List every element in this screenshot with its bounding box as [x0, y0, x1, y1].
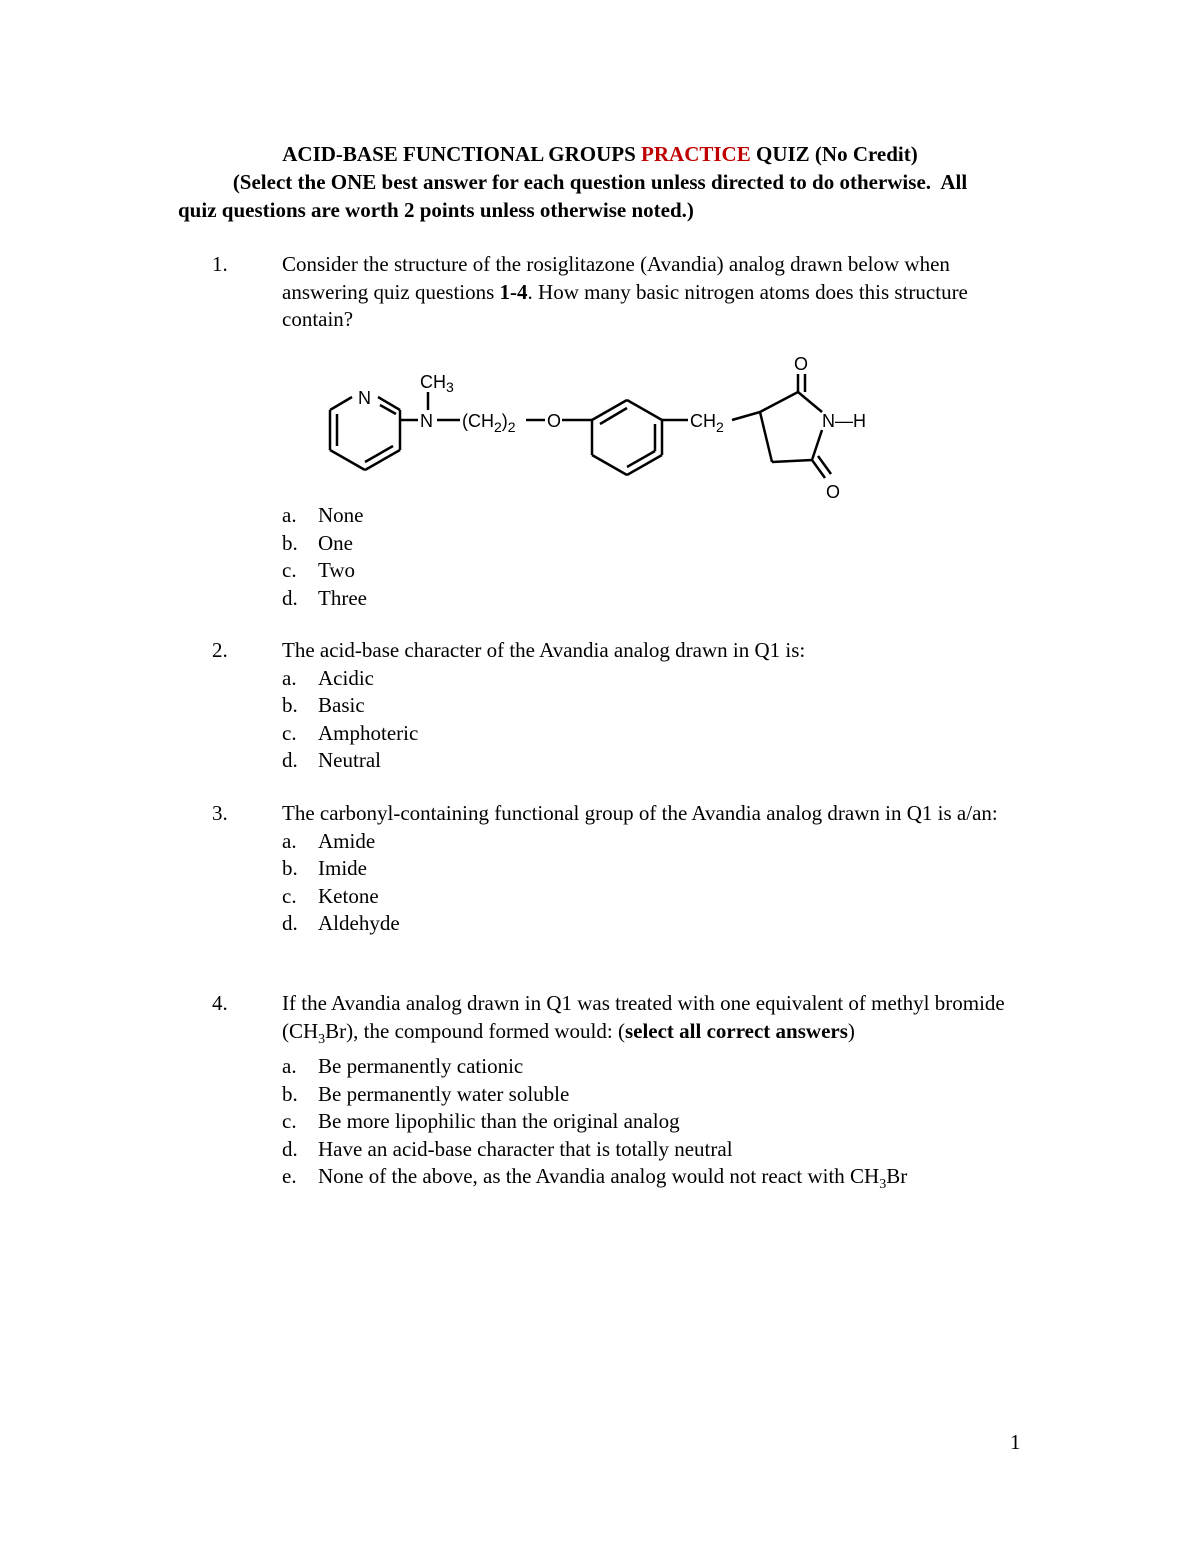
question-text-bold: select all correct answers [624, 1018, 848, 1043]
option-letter: c. [282, 558, 297, 582]
option-d[interactable] [282, 1136, 1042, 1164]
option-d[interactable] [282, 910, 1042, 938]
option-text: Be more lipophilic than the original analog [318, 1109, 680, 1134]
option-b[interactable] [282, 855, 1042, 883]
option-c[interactable] [282, 883, 1042, 911]
option-text: Two [318, 558, 356, 582]
option-text: None [318, 503, 364, 527]
carbonyl-oxygen-top-label: O [794, 354, 809, 374]
option-letter: c. [282, 883, 297, 908]
quiz-instructions-line2: quiz questions are worth 2 points unless otherwise noted.) [178, 198, 694, 222]
option-d[interactable] [282, 585, 1042, 613]
page-number: 1 [1010, 1430, 1021, 1454]
title-highlight: PRACTICE [641, 142, 751, 166]
option-letter: a. [282, 503, 297, 527]
option-text: Aldehyde [318, 911, 400, 935]
option-text-part: None of the above, as the Avandia analog would not react with CH [318, 1164, 880, 1189]
question-2 [212, 637, 1042, 775]
option-letter: a. [282, 1054, 297, 1079]
option-letter: c. [282, 720, 297, 745]
question-number: 2. [212, 638, 228, 662]
pyridine-nitrogen-label: N [358, 388, 371, 408]
question-number: 4. [212, 991, 228, 1015]
option-text: Imide [318, 856, 367, 880]
question-4 [212, 990, 1042, 1199]
option-text [318, 1163, 907, 1199]
option-text: One [318, 530, 353, 555]
option-letter: a. [282, 665, 297, 690]
option-e[interactable] [282, 1163, 1042, 1199]
question-text-sub: 3 [318, 1031, 326, 1047]
option-letter: a. [282, 828, 297, 853]
option-text: Basic [318, 693, 365, 717]
option-letter: b. [282, 530, 298, 555]
question-text: The carbonyl-containing functional group of the Avandia analog drawn in Q1 is a/an: [282, 801, 998, 825]
question-text: The acid-base character of the Avandia analog drawn in Q1 is: [282, 638, 806, 662]
methyl-label: $CH_3$ [420, 372, 454, 395]
option-letter: c. [282, 1109, 297, 1134]
question-text-part: Br), the compound formed would: ( [325, 1018, 625, 1043]
option-text: Amphoteric [318, 720, 419, 745]
option-text: Amide [318, 828, 376, 853]
quiz-title [170, 140, 1030, 168]
option-a[interactable] [282, 665, 1042, 693]
option-text: Be permanently cationic [318, 1054, 524, 1079]
question-3 [212, 800, 1042, 938]
methylene-label: $CH_2$ [690, 411, 724, 435]
question-number: 3. [212, 801, 228, 825]
question-text-part: . How many basic nitrogen atoms does this structure contain? [282, 279, 968, 331]
title-part-1: ACID-BASE FUNCTIONAL GROUPS [282, 142, 642, 166]
option-letter: b. [282, 693, 298, 717]
option-b[interactable] [282, 692, 1042, 720]
question-text [282, 251, 1002, 334]
question-text-part: Consider the structure of the rosiglitazone (Avandia) analog drawn below when answering quiz questions [282, 252, 950, 304]
question-text-part: ) [847, 1018, 855, 1043]
question-number: 1. [212, 252, 228, 276]
option-letter: b. [282, 1081, 298, 1106]
carbonyl-oxygen-bottom-label: O [826, 482, 841, 502]
option-text: Have an acid-base character that is totally neutral [318, 1136, 733, 1161]
option-text: Be permanently water soluble [318, 1081, 570, 1106]
option-letter: b. [282, 856, 298, 880]
question-text [282, 990, 1022, 1053]
option-d[interactable] [282, 747, 1042, 775]
option-letter: d. [282, 911, 298, 935]
option-letter: d. [282, 748, 298, 772]
option-a[interactable] [282, 502, 1042, 530]
option-text-sub: 3 [879, 1177, 887, 1193]
option-text: Neutral [318, 748, 381, 772]
quiz-header [170, 140, 1030, 224]
option-text: Ketone [318, 883, 379, 908]
quiz-instructions-line1: (Select the ONE best answer for each question unless directed to do otherwise. All [232, 170, 968, 194]
option-text-part: Br [886, 1164, 908, 1189]
question-text-bold: 1-4 [499, 279, 528, 304]
option-c[interactable] [282, 1108, 1042, 1136]
ethylene-linker-label: $(CH_2)_2$ [462, 411, 516, 435]
chemical-structure [300, 350, 900, 510]
option-letter: d. [282, 585, 298, 610]
question-1 [212, 251, 1042, 334]
ether-oxygen-label: O [547, 411, 562, 431]
structure-labels [358, 354, 866, 502]
option-b[interactable] [282, 1081, 1042, 1109]
option-b[interactable] [282, 530, 1042, 558]
option-text: Acidic [318, 665, 374, 690]
structure-bonds [330, 374, 831, 478]
question-text-part: If the Avandia analog drawn in Q1 was treated with one equivalent of methyl bromide (CH [282, 991, 1005, 1043]
title-part-2: QUIZ (No Credit) [750, 142, 918, 166]
option-letter: e. [282, 1164, 297, 1189]
option-c[interactable] [282, 720, 1042, 748]
option-a[interactable] [282, 1053, 1042, 1081]
option-letter: d. [282, 1136, 298, 1161]
imide-nh-label: N—H [822, 411, 866, 431]
option-a[interactable] [282, 828, 1042, 856]
amine-nitrogen-label: N [420, 411, 433, 431]
option-c[interactable] [282, 557, 1042, 585]
question-1-options [212, 502, 1042, 612]
option-text: Three [318, 585, 367, 610]
